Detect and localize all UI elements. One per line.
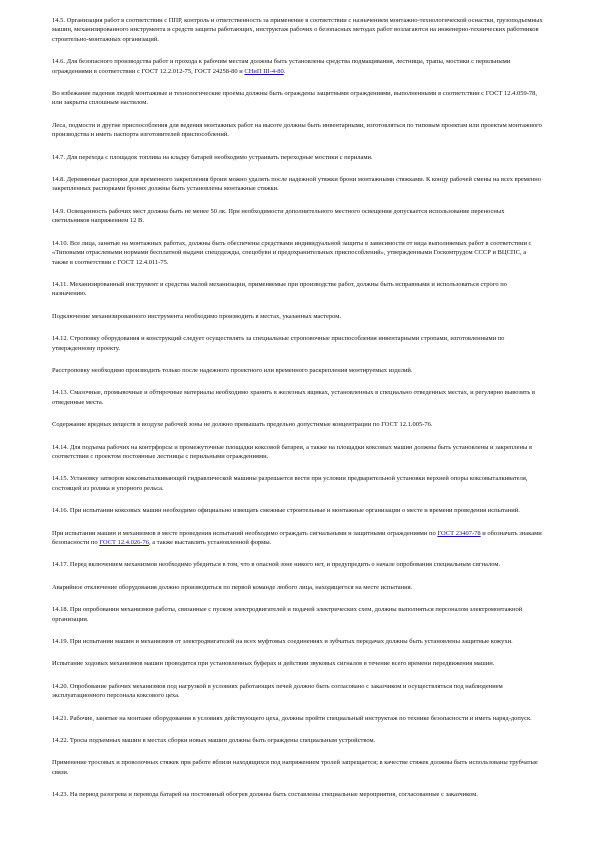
paragraph-text: При испытании машин и механизмов в месте проведения испытаний необходимо ограждать сигнальными и защитными ограждениями по — [52, 529, 438, 537]
paragraph — [52, 714, 543, 723]
paragraph-text: Содержание вредных веществ в воздухе рабочей зоны не должно превышать предельно допустимые концентрации по ГОСТ 12.1.005-76. — [52, 421, 433, 429]
paragraph-text: Испытание ходовых механизмов машин проводится при установленных буферах и действии звуковых сигналов в течение всего времени передвижения машин. — [52, 660, 495, 668]
paragraph — [52, 239, 543, 267]
paragraph-text: 14.9. Освещенность рабочих мест должна быть не менее 50 лк. При необходимости дополнительного местного освещения допускается использование переносных светильников напряжением 12 В. — [52, 207, 505, 225]
paragraph-text: 14.22. Тросы подъемных машин в местах сборки новых машин должны быть ограждены специальным устройством. — [52, 737, 376, 745]
paragraph-text: Подключение механизированного инструмента необходимо производить в местах, указанных мастером. — [52, 312, 342, 320]
paragraph — [52, 736, 543, 745]
paragraph-text: 14.8. Деревянные распорки для временного закрепления брони можно удалять после надежной утяжки брони монтажными стяжками. К концу рабочей смены на всех временно закрепленных распорками бронях должны быть установлены монтажные стяжки. — [52, 176, 542, 193]
paragraph-text: 14.5. Организация работ в соответствии с ППР, контроль и ответственность за применение в соответствии с назначением монтажно-технологической оснастки, грузоподъемных машин, механизированного инструмента и средств защиты работающих, инструктаж рабочих о безопасных методах работ возлагаются на инженерно-технических работников строительно-монтажных организаций. — [52, 17, 543, 43]
paragraph — [52, 758, 543, 777]
document-link[interactable]: ГОСТ 12.4.026-76 — [99, 539, 150, 546]
document-link[interactable]: СНиП III-4-80 — [244, 67, 284, 75]
paragraph — [52, 57, 543, 76]
paragraph — [52, 443, 543, 462]
paragraph — [52, 207, 543, 226]
paragraph-text: Расстроповку необходимо производить только после надежного проектного или временного раскрепления монтируемых изделий. — [52, 366, 413, 374]
paragraph — [52, 659, 543, 668]
paragraph — [52, 388, 543, 407]
paragraph-text: 14.21. Рабочие, занятые на монтаже оборудования в условиях действующего цеха, должны пройти специальный инструктаж по технике безопасности и иметь наряд-допуск. — [52, 714, 532, 722]
paragraph-text: 14.20. Опробование рабочих механизмов под нагрузкой в условиях работающих печей должно быть согласовано с заказчиком и осуществляться под наблюдением эксплуатационного персонала коксового цеха. — [52, 682, 503, 700]
paragraph — [52, 334, 543, 353]
paragraph-text: 14.17. Перед включением механизмов необходимо убедиться в том, что в опасной зоне никого нет, и предупредить о начале опробования специальным сигналом. — [52, 561, 501, 569]
paragraph-text: 14.11. Механизированный инструмент и средства малой механизации, применяемые при производстве работ, должны быть исправными и использоваться строго по назначению. — [52, 280, 507, 298]
paragraph — [52, 474, 543, 493]
paragraph — [52, 560, 543, 569]
paragraph-text: 14.16. При испытании коксовых машин необходимо официально извещать смежные строительные и монтажные организации о месте и времени проведения испытаний. — [52, 507, 520, 515]
paragraph-text: 14.12. Строповку оборудования и конструкций следует осуществлять за специальные строповочные приспособления инвентарными стропами, изготовленными по утвержденному проекту. — [52, 335, 505, 352]
paragraph — [52, 89, 543, 108]
paragraph-text: , а также выставлять установленной формы. — [149, 539, 272, 546]
paragraph — [52, 121, 543, 140]
paragraph-text: . — [283, 67, 286, 75]
paragraph — [52, 280, 543, 299]
paragraph — [52, 637, 543, 646]
paragraph — [52, 175, 543, 194]
paragraph — [52, 529, 543, 548]
paragraph-text: 14.13. Смазочные, промывочные и обтирочные материалы необходимо хранить в железных ящиках, установленных в специально отведенных местах, и регулярно вывозить в отведенные места. — [52, 389, 536, 406]
paragraph — [52, 153, 543, 162]
paragraph — [52, 790, 543, 799]
paragraph-text: 14.10. Все лица, занятые на монтажных работах, должны быть обеспечены средствами индивидуальной защиты в зависимости от вида выполняемых работ в соответствии с «Типовыми отраслевыми нормами бесплатной выдачи спецодежды, спецобуви и предохранительных приспособлений», утвержденными Госкомтрудом СССР и ВЦСПС, а также в соответствии с ГОСТ 12.4.011-75. — [52, 239, 532, 266]
paragraph — [52, 583, 543, 592]
paragraph — [52, 312, 543, 321]
paragraph-text: 14.19. При испытании машин и механизмов от электродвигателей на всех муфтовых соединениях и зубчатых передачах должны быть установлены защитные кожухи. — [52, 638, 513, 646]
paragraph — [52, 420, 543, 429]
paragraph-text: 14.18. При опробовании механизмов работы, связанные с пуском электродвигателей и подачей электрических схем, должны выполняться персоналом электромонтажной организации. — [52, 606, 523, 623]
paragraph-text: 14.7. Для перехода с площадок топлива на кладку батарей необходимо устраивать переходные мостики с перилами. — [52, 153, 373, 161]
paragraph-text: Аварийное отключение оборудования должно производиться по первой команде любого лица, находящегося на месте испытания. — [52, 583, 413, 591]
document-link[interactable]: ГОСТ 23407-78 — [437, 529, 481, 537]
paragraph — [52, 605, 543, 624]
paragraph-text: Леса, подмости и другие приспособления для ведения монтажных работ на высоте должны быть инвентарными, изготовляться по типовым проектам или проектам монтажного производства и иметь паспорта изготовителей приспособлений. — [52, 121, 542, 139]
paragraph-text: Применение тросовых и проволочных стяжек при работе вблизи находящихся под напряжением тролей запрещается; в качестве стяжек должны быть использованы трубчатые связи. — [52, 759, 538, 776]
paragraph — [52, 682, 543, 701]
paragraph-text: 14.15. Установку затворов коксовыталкивающей гидравлической машины разрешается вести при условии предварительной установки верхней опоры коксовыталкивателя, состоящей из ролика и упорного рельса. — [52, 475, 528, 492]
paragraph-text: Во избежание падения людей монтажные и технологические проемы должны быть ограждены защитными ограждениями, выполненными в соответствии с ГОСТ 12.4.059-78, или закрыты сплошным настилом. — [52, 90, 538, 107]
paragraph — [52, 506, 543, 515]
paragraph-text: 14.6. Для безопасного производства работ и прохода к рабочим местам должны быть установлены средства подмащивания, лестницы, трапы, мостики с перильными ограждениями в соответствии с ГОСТ 12.2.012-75, ГОСТ 24258-80 и — [52, 58, 511, 75]
paragraph-text: 14.23. На период разогрева и перевода батарей на постоянный обогрев должны быть составлены специальные мероприятия, согласованные с заказчиком. — [52, 791, 478, 799]
paragraph-text: 14.14. Для подъема рабочих на контрфорсы и промежуточные площадки коксовой батареи, а также на площадки коксовых машин должны быть установлены и закреплены в соответствии с проектом постоянные лестницы с перильными ограждениями. — [52, 443, 533, 460]
paragraph-text: и обозначать знаками безопасности по — [52, 529, 542, 546]
paragraph — [52, 16, 543, 44]
paragraph — [52, 366, 543, 375]
